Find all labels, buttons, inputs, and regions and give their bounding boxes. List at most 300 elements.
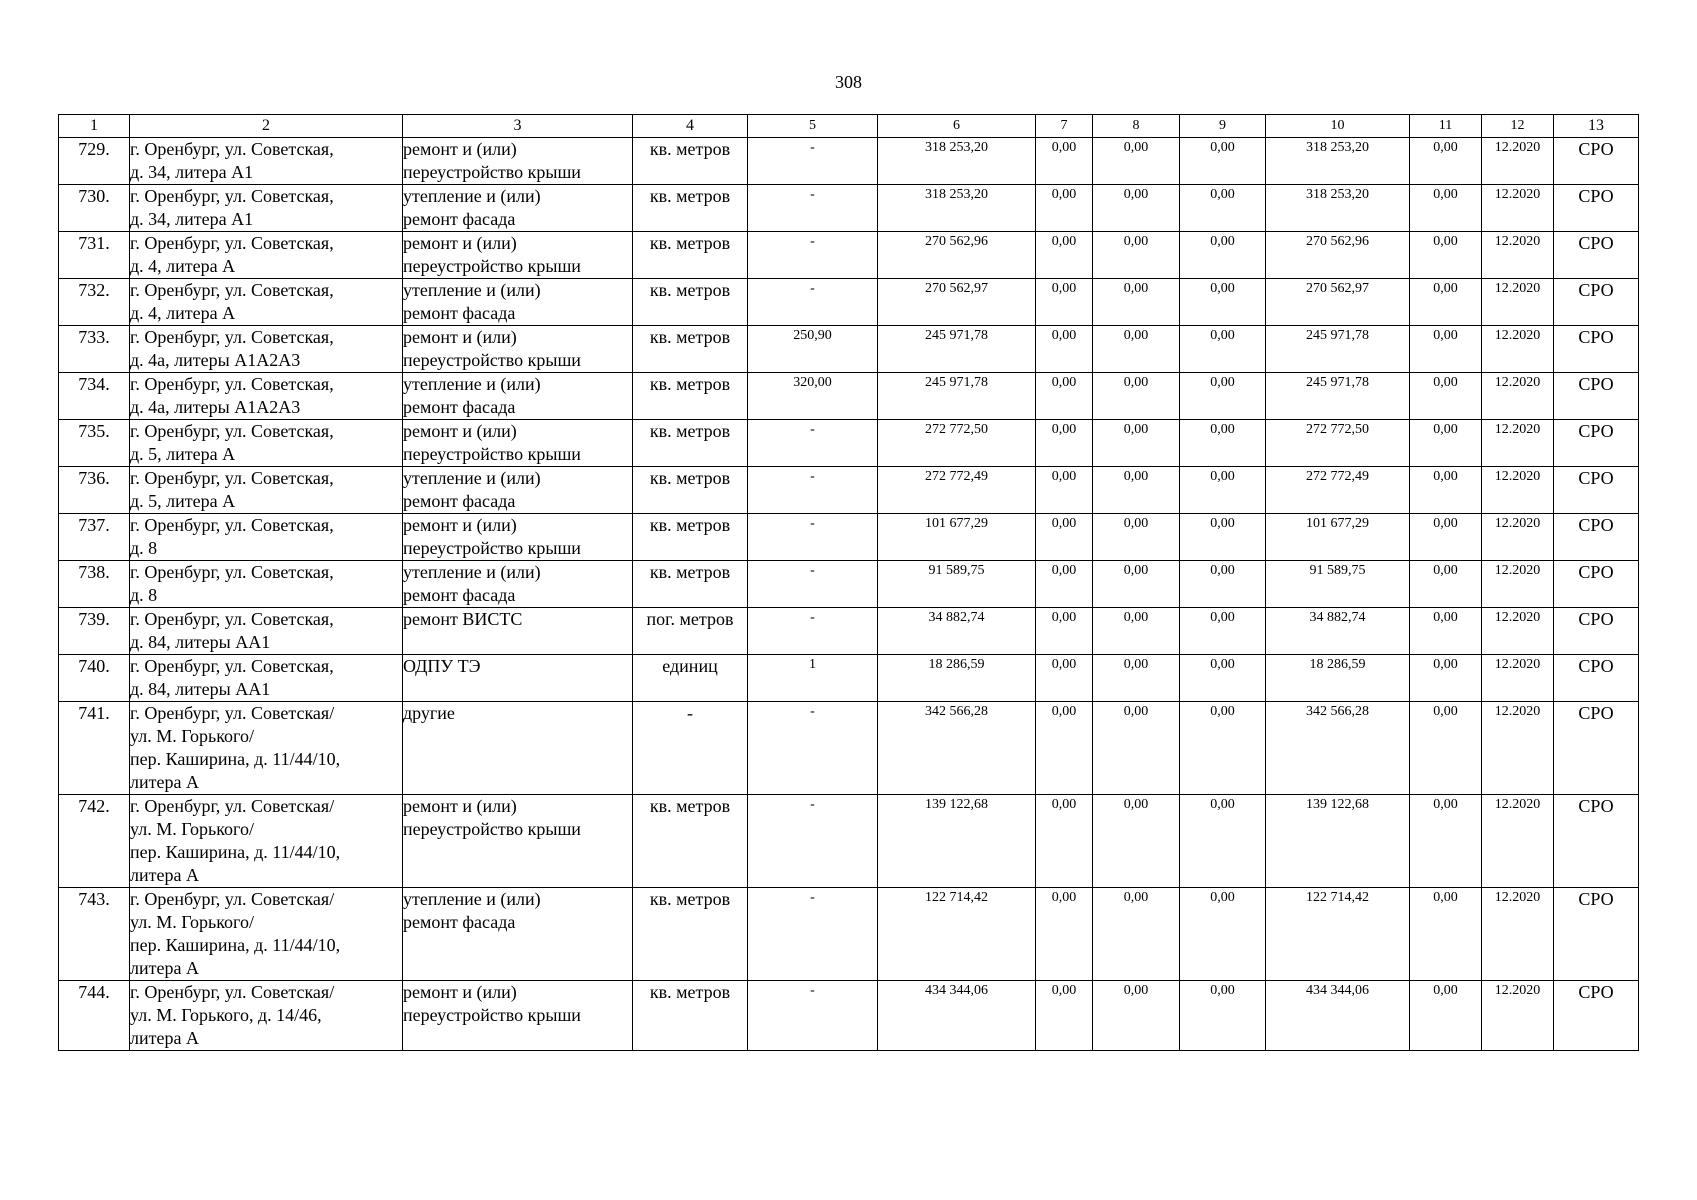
executor-cell: СРО (1554, 655, 1639, 702)
address-cell (130, 373, 403, 420)
column-10-cell: 91 589,75 (1266, 561, 1410, 608)
column-10-cell: 272 772,50 (1266, 420, 1410, 467)
row-number-cell: 738. (59, 561, 130, 608)
address-line: г. Оренбург, ул. Советская, (130, 468, 334, 488)
table-row (59, 420, 1639, 467)
executor-cell: СРО (1554, 888, 1639, 981)
unit-cell: кв. метров (633, 232, 748, 279)
address-line: г. Оренбург, ул. Советская, (130, 186, 334, 206)
column-10-cell: 342 566,28 (1266, 702, 1410, 795)
column-7-cell: 0,00 (1036, 702, 1093, 795)
column-5-cell: - (748, 467, 878, 514)
work-type-cell (403, 420, 633, 467)
column-6-cell: 272 772,50 (878, 420, 1036, 467)
column-9-cell: 0,00 (1180, 279, 1266, 326)
row-number-cell: 737. (59, 514, 130, 561)
column-6-cell: 270 562,97 (878, 279, 1036, 326)
executor-cell: СРО (1554, 279, 1639, 326)
column-10-cell: 245 971,78 (1266, 373, 1410, 420)
table-body (59, 138, 1639, 1051)
header-cell: 11 (1410, 115, 1482, 138)
table-row (59, 561, 1639, 608)
table-row (59, 981, 1639, 1051)
column-12-cell: 12.2020 (1482, 420, 1554, 467)
column-10-cell: 122 714,42 (1266, 888, 1410, 981)
work-type-cell (403, 655, 633, 702)
column-7-cell: 0,00 (1036, 138, 1093, 185)
column-8-cell: 0,00 (1093, 373, 1180, 420)
work-type-line: переустройство крыши (403, 1005, 581, 1025)
work-type-line: ремонт фасада (403, 209, 516, 229)
column-8-cell: 0,00 (1093, 420, 1180, 467)
column-9-cell: 0,00 (1180, 138, 1266, 185)
column-6-cell: 318 253,20 (878, 138, 1036, 185)
work-type-cell (403, 185, 633, 232)
header-cell: 12 (1482, 115, 1554, 138)
executor-cell: СРО (1554, 561, 1639, 608)
unit-cell: кв. метров (633, 888, 748, 981)
unit-cell: кв. метров (633, 420, 748, 467)
unit-cell: кв. метров (633, 981, 748, 1051)
column-6-cell: 18 286,59 (878, 655, 1036, 702)
work-type-line: ремонт и (или) (403, 421, 517, 441)
row-number-cell: 734. (59, 373, 130, 420)
table-row (59, 655, 1639, 702)
row-number-cell: 741. (59, 702, 130, 795)
row-number-cell: 732. (59, 279, 130, 326)
header-cell: 13 (1554, 115, 1639, 138)
header-cell: 2 (130, 115, 403, 138)
column-12-cell: 12.2020 (1482, 655, 1554, 702)
table-row (59, 185, 1639, 232)
header-cell: 8 (1093, 115, 1180, 138)
column-9-cell: 0,00 (1180, 185, 1266, 232)
column-5-cell: - (748, 185, 878, 232)
column-10-cell: 270 562,96 (1266, 232, 1410, 279)
unit-cell: кв. метров (633, 373, 748, 420)
column-9-cell: 0,00 (1180, 232, 1266, 279)
work-type-line: переустройство крыши (403, 444, 581, 464)
work-type-line: утепление и (или) (403, 562, 541, 582)
column-9-cell: 0,00 (1180, 561, 1266, 608)
work-type-cell (403, 795, 633, 888)
work-type-line: переустройство крыши (403, 162, 581, 182)
column-11-cell: 0,00 (1410, 888, 1482, 981)
work-type-line: ОДПУ ТЭ (403, 656, 481, 676)
table-row (59, 279, 1639, 326)
address-cell (130, 138, 403, 185)
row-number-cell: 733. (59, 326, 130, 373)
table-row (59, 888, 1639, 981)
column-10-cell: 434 344,06 (1266, 981, 1410, 1051)
column-11-cell: 0,00 (1410, 795, 1482, 888)
work-type-line: ремонт и (или) (403, 139, 517, 159)
address-cell (130, 981, 403, 1051)
column-12-cell: 12.2020 (1482, 608, 1554, 655)
column-6-cell: 434 344,06 (878, 981, 1036, 1051)
work-type-cell (403, 279, 633, 326)
executor-cell: СРО (1554, 795, 1639, 888)
column-10-cell: 272 772,49 (1266, 467, 1410, 514)
column-5-cell: - (748, 795, 878, 888)
header-row (59, 115, 1639, 138)
column-5-cell: 320,00 (748, 373, 878, 420)
table-row (59, 232, 1639, 279)
address-line: литера А (130, 865, 199, 885)
column-8-cell: 0,00 (1093, 185, 1180, 232)
column-9-cell: 0,00 (1180, 981, 1266, 1051)
column-7-cell: 0,00 (1036, 514, 1093, 561)
row-number-cell: 735. (59, 420, 130, 467)
column-8-cell: 0,00 (1093, 702, 1180, 795)
address-line: ул. М. Горького/ (130, 912, 254, 932)
column-11-cell: 0,00 (1410, 420, 1482, 467)
address-cell (130, 514, 403, 561)
row-number-cell: 730. (59, 185, 130, 232)
column-9-cell: 0,00 (1180, 373, 1266, 420)
column-11-cell: 0,00 (1410, 608, 1482, 655)
address-line: г. Оренбург, ул. Советская/ (130, 982, 335, 1002)
address-line: д. 5, литера А (130, 444, 236, 464)
work-type-line: утепление и (или) (403, 468, 541, 488)
unit-cell: кв. метров (633, 138, 748, 185)
column-12-cell: 12.2020 (1482, 326, 1554, 373)
table-row (59, 702, 1639, 795)
column-8-cell: 0,00 (1093, 138, 1180, 185)
column-10-cell: 245 971,78 (1266, 326, 1410, 373)
work-type-line: ремонт и (или) (403, 515, 517, 535)
column-5-cell: - (748, 232, 878, 279)
column-10-cell: 34 882,74 (1266, 608, 1410, 655)
unit-cell: кв. метров (633, 279, 748, 326)
work-type-cell (403, 138, 633, 185)
column-5-cell: 1 (748, 655, 878, 702)
column-6-cell: 91 589,75 (878, 561, 1036, 608)
work-type-line: утепление и (или) (403, 374, 541, 394)
address-cell (130, 326, 403, 373)
executor-cell: СРО (1554, 702, 1639, 795)
address-line: пер. Каширина, д. 11/44/10, (130, 935, 341, 955)
column-11-cell: 0,00 (1410, 702, 1482, 795)
column-7-cell: 0,00 (1036, 655, 1093, 702)
column-6-cell: 122 714,42 (878, 888, 1036, 981)
work-type-cell (403, 888, 633, 981)
unit-cell: кв. метров (633, 185, 748, 232)
repair-register-table (58, 114, 1639, 1051)
column-12-cell: 12.2020 (1482, 373, 1554, 420)
work-type-cell (403, 514, 633, 561)
column-6-cell: 245 971,78 (878, 326, 1036, 373)
work-type-line: переустройство крыши (403, 819, 581, 839)
column-7-cell: 0,00 (1036, 279, 1093, 326)
address-line: г. Оренбург, ул. Советская, (130, 233, 334, 253)
work-type-cell (403, 608, 633, 655)
column-5-cell: - (748, 514, 878, 561)
column-12-cell: 12.2020 (1482, 514, 1554, 561)
column-11-cell: 0,00 (1410, 185, 1482, 232)
work-type-line: ремонт фасада (403, 397, 516, 417)
work-type-cell (403, 326, 633, 373)
column-7-cell: 0,00 (1036, 420, 1093, 467)
column-5-cell: - (748, 702, 878, 795)
row-number-cell: 731. (59, 232, 130, 279)
address-line: д. 84, литеры АА1 (130, 679, 271, 699)
column-9-cell: 0,00 (1180, 795, 1266, 888)
column-10-cell: 270 562,97 (1266, 279, 1410, 326)
address-line: ул. М. Горького/ (130, 819, 254, 839)
table-row (59, 326, 1639, 373)
column-9-cell: 0,00 (1180, 702, 1266, 795)
executor-cell: СРО (1554, 138, 1639, 185)
address-line: литера А (130, 772, 199, 792)
address-line: г. Оренбург, ул. Советская, (130, 421, 334, 441)
row-number-cell: 736. (59, 467, 130, 514)
address-line: ул. М. Горького, д. 14/46, (130, 1005, 322, 1025)
address-line: г. Оренбург, ул. Советская/ (130, 889, 335, 909)
address-line: д. 5, литера А (130, 491, 236, 511)
column-7-cell: 0,00 (1036, 795, 1093, 888)
row-number-cell: 740. (59, 655, 130, 702)
column-6-cell: 272 772,49 (878, 467, 1036, 514)
header-cell: 4 (633, 115, 748, 138)
address-line: д. 4, литера А (130, 303, 236, 323)
column-8-cell: 0,00 (1093, 795, 1180, 888)
executor-cell: СРО (1554, 232, 1639, 279)
column-8-cell: 0,00 (1093, 467, 1180, 514)
executor-cell: СРО (1554, 608, 1639, 655)
address-line: литера А (130, 1028, 199, 1048)
column-10-cell: 318 253,20 (1266, 138, 1410, 185)
address-line: д. 84, литеры АА1 (130, 632, 271, 652)
row-number-cell: 743. (59, 888, 130, 981)
column-8-cell: 0,00 (1093, 326, 1180, 373)
work-type-line: ремонт и (или) (403, 796, 517, 816)
column-12-cell: 12.2020 (1482, 981, 1554, 1051)
executor-cell: СРО (1554, 373, 1639, 420)
address-line: д. 4, литера А (130, 256, 236, 276)
column-6-cell: 270 562,96 (878, 232, 1036, 279)
column-5-cell: - (748, 138, 878, 185)
address-cell (130, 185, 403, 232)
column-9-cell: 0,00 (1180, 655, 1266, 702)
column-11-cell: 0,00 (1410, 467, 1482, 514)
address-line: г. Оренбург, ул. Советская, (130, 280, 334, 300)
column-11-cell: 0,00 (1410, 981, 1482, 1051)
work-type-cell (403, 702, 633, 795)
address-cell (130, 608, 403, 655)
executor-cell: СРО (1554, 514, 1639, 561)
table-row (59, 373, 1639, 420)
work-type-line: ремонт фасада (403, 912, 516, 932)
column-12-cell: 12.2020 (1482, 232, 1554, 279)
address-line: д. 4а, литеры А1А2А3 (130, 350, 301, 370)
work-type-cell (403, 981, 633, 1051)
column-7-cell: 0,00 (1036, 608, 1093, 655)
unit-cell: кв. метров (633, 795, 748, 888)
unit-cell: - (633, 702, 748, 795)
work-type-cell (403, 232, 633, 279)
address-line: г. Оренбург, ул. Советская, (130, 327, 334, 347)
column-11-cell: 0,00 (1410, 232, 1482, 279)
work-type-line: утепление и (или) (403, 186, 541, 206)
address-cell (130, 655, 403, 702)
column-12-cell: 12.2020 (1482, 795, 1554, 888)
column-12-cell: 12.2020 (1482, 702, 1554, 795)
table-row (59, 467, 1639, 514)
column-6-cell: 34 882,74 (878, 608, 1036, 655)
work-type-line: утепление и (или) (403, 280, 541, 300)
column-10-cell: 139 122,68 (1266, 795, 1410, 888)
address-cell (130, 795, 403, 888)
table-row (59, 795, 1639, 888)
row-number-cell: 742. (59, 795, 130, 888)
column-6-cell: 245 971,78 (878, 373, 1036, 420)
column-5-cell: - (748, 561, 878, 608)
work-type-line: переустройство крыши (403, 256, 581, 276)
unit-cell: единиц (633, 655, 748, 702)
column-11-cell: 0,00 (1410, 561, 1482, 608)
work-type-cell (403, 373, 633, 420)
column-6-cell: 342 566,28 (878, 702, 1036, 795)
column-7-cell: 0,00 (1036, 326, 1093, 373)
address-cell (130, 467, 403, 514)
column-6-cell: 318 253,20 (878, 185, 1036, 232)
column-11-cell: 0,00 (1410, 655, 1482, 702)
column-10-cell: 101 677,29 (1266, 514, 1410, 561)
unit-cell: пог. метров (633, 608, 748, 655)
address-line: г. Оренбург, ул. Советская/ (130, 796, 335, 816)
address-line: ул. М. Горького/ (130, 726, 254, 746)
address-line: литера А (130, 958, 199, 978)
header-cell: 10 (1266, 115, 1410, 138)
executor-cell: СРО (1554, 326, 1639, 373)
unit-cell: кв. метров (633, 467, 748, 514)
column-7-cell: 0,00 (1036, 373, 1093, 420)
address-line: д. 8 (130, 538, 158, 558)
work-type-line: утепление и (или) (403, 889, 541, 909)
address-line: г. Оренбург, ул. Советская, (130, 139, 334, 159)
executor-cell: СРО (1554, 185, 1639, 232)
column-12-cell: 12.2020 (1482, 467, 1554, 514)
address-cell (130, 279, 403, 326)
column-9-cell: 0,00 (1180, 420, 1266, 467)
address-line: г. Оренбург, ул. Советская, (130, 562, 334, 582)
address-line: г. Оренбург, ул. Советская, (130, 515, 334, 535)
column-8-cell: 0,00 (1093, 561, 1180, 608)
column-12-cell: 12.2020 (1482, 279, 1554, 326)
unit-cell: кв. метров (633, 561, 748, 608)
column-8-cell: 0,00 (1093, 232, 1180, 279)
column-8-cell: 0,00 (1093, 981, 1180, 1051)
column-12-cell: 12.2020 (1482, 138, 1554, 185)
column-9-cell: 0,00 (1180, 888, 1266, 981)
column-7-cell: 0,00 (1036, 185, 1093, 232)
column-5-cell: - (748, 888, 878, 981)
executor-cell: СРО (1554, 420, 1639, 467)
work-type-line: ремонт ВИСТС (403, 609, 523, 629)
executor-cell: СРО (1554, 981, 1639, 1051)
address-line: д. 4а, литеры А1А2А3 (130, 397, 301, 417)
work-type-line: ремонт фасада (403, 303, 516, 323)
address-line: д. 34, литера А1 (130, 209, 254, 229)
work-type-line: ремонт фасада (403, 491, 516, 511)
column-8-cell: 0,00 (1093, 514, 1180, 561)
header-cell: 6 (878, 115, 1036, 138)
work-type-line: ремонт и (или) (403, 233, 517, 253)
column-9-cell: 0,00 (1180, 467, 1266, 514)
work-type-line: ремонт и (или) (403, 982, 517, 1002)
column-11-cell: 0,00 (1410, 514, 1482, 561)
column-11-cell: 0,00 (1410, 138, 1482, 185)
header-cell: 1 (59, 115, 130, 138)
column-5-cell: - (748, 420, 878, 467)
page-number: 308 (835, 72, 862, 92)
unit-cell: кв. метров (633, 514, 748, 561)
address-line: г. Оренбург, ул. Советская, (130, 609, 334, 629)
column-7-cell: 0,00 (1036, 981, 1093, 1051)
table-row (59, 514, 1639, 561)
row-number-cell: 744. (59, 981, 130, 1051)
column-9-cell: 0,00 (1180, 514, 1266, 561)
column-8-cell: 0,00 (1093, 655, 1180, 702)
column-7-cell: 0,00 (1036, 561, 1093, 608)
column-11-cell: 0,00 (1410, 326, 1482, 373)
address-cell (130, 420, 403, 467)
address-cell (130, 232, 403, 279)
row-number-cell: 739. (59, 608, 130, 655)
address-line: г. Оренбург, ул. Советская, (130, 656, 334, 676)
address-line: пер. Каширина, д. 11/44/10, (130, 842, 341, 862)
table-row (59, 608, 1639, 655)
column-9-cell: 0,00 (1180, 608, 1266, 655)
work-type-line: ремонт фасада (403, 585, 516, 605)
work-type-cell (403, 561, 633, 608)
address-cell (130, 702, 403, 795)
column-5-cell: - (748, 279, 878, 326)
column-9-cell: 0,00 (1180, 326, 1266, 373)
column-5-cell: 250,90 (748, 326, 878, 373)
column-8-cell: 0,00 (1093, 888, 1180, 981)
column-5-cell: - (748, 608, 878, 655)
column-12-cell: 12.2020 (1482, 888, 1554, 981)
column-5-cell: - (748, 981, 878, 1051)
address-line: пер. Каширина, д. 11/44/10, (130, 749, 341, 769)
address-line: д. 34, литера А1 (130, 162, 254, 182)
header-cell: 5 (748, 115, 878, 138)
column-7-cell: 0,00 (1036, 232, 1093, 279)
header-cell: 3 (403, 115, 633, 138)
column-12-cell: 12.2020 (1482, 185, 1554, 232)
work-type-line: ремонт и (или) (403, 327, 517, 347)
column-7-cell: 0,00 (1036, 888, 1093, 981)
column-10-cell: 318 253,20 (1266, 185, 1410, 232)
address-cell (130, 561, 403, 608)
header-cell: 9 (1180, 115, 1266, 138)
executor-cell: СРО (1554, 467, 1639, 514)
column-8-cell: 0,00 (1093, 279, 1180, 326)
address-line: г. Оренбург, ул. Советская/ (130, 703, 335, 723)
address-line: д. 8 (130, 585, 158, 605)
unit-cell: кв. метров (633, 326, 748, 373)
work-type-line: другие (403, 703, 455, 723)
address-line: г. Оренбург, ул. Советская, (130, 374, 334, 394)
row-number-cell: 729. (59, 138, 130, 185)
column-10-cell: 18 286,59 (1266, 655, 1410, 702)
column-12-cell: 12.2020 (1482, 561, 1554, 608)
work-type-line: переустройство крыши (403, 538, 581, 558)
address-cell (130, 888, 403, 981)
column-11-cell: 0,00 (1410, 279, 1482, 326)
